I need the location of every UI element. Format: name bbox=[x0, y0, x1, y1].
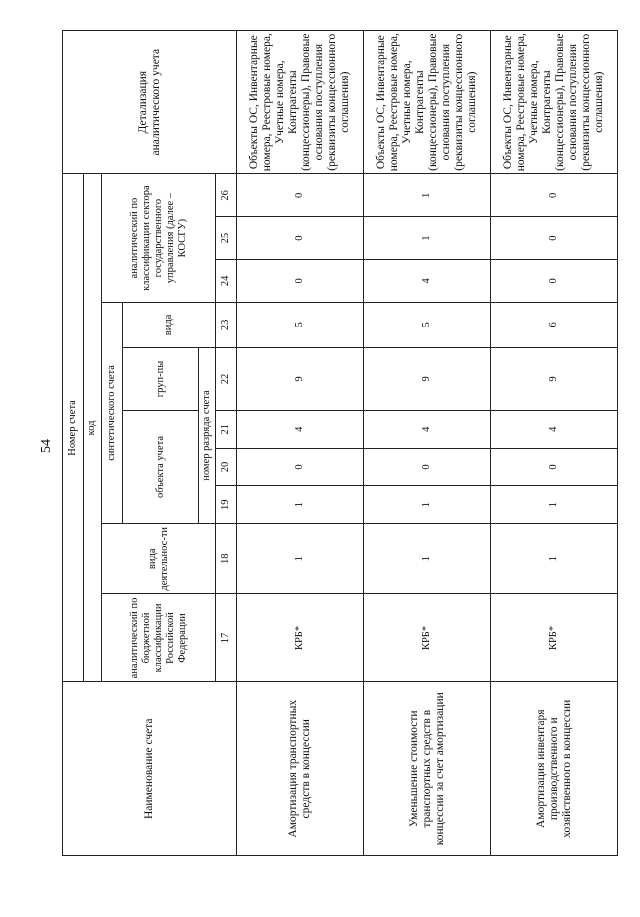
cell-17: КРБ* bbox=[364, 594, 491, 682]
cell-26: 0 bbox=[491, 174, 618, 217]
header-synthetic: синтетического счета bbox=[102, 302, 123, 523]
cell-24: 0 bbox=[237, 260, 364, 303]
col-number-18: 18 bbox=[216, 524, 237, 594]
cell-19: 1 bbox=[237, 486, 364, 524]
header-analytic-budget: аналитический по бюджетной классификации Российской Федерации bbox=[102, 594, 216, 682]
cell-21: 4 bbox=[237, 410, 364, 448]
cell-22: 9 bbox=[237, 348, 364, 411]
header-activity-type: вида деятельнос-ти bbox=[102, 524, 216, 594]
page-number: 54 bbox=[39, 439, 54, 453]
header-name: Наименование счета bbox=[63, 682, 237, 856]
cell-25: 0 bbox=[237, 217, 364, 260]
cell-22: 9 bbox=[491, 348, 618, 411]
cell-22: 9 bbox=[364, 348, 491, 411]
cell-17: КРБ* bbox=[491, 594, 618, 682]
row-detail: Объекты ОС, Инвентарные номера, Реестровые номера, Учетные номера, Контрагенты (концессионеры), Правовые основания поступления (реквизиты концессионного соглашения) bbox=[237, 31, 364, 174]
table-row bbox=[237, 31, 364, 856]
header-account-object: объекта учета bbox=[122, 410, 198, 523]
header-kind: вида bbox=[122, 302, 215, 347]
cell-25: 1 bbox=[364, 217, 491, 260]
cell-18: 1 bbox=[237, 524, 364, 594]
cell-19: 1 bbox=[491, 486, 618, 524]
table-row bbox=[491, 31, 618, 856]
cell-18: 1 bbox=[491, 524, 618, 594]
col-number-24: 24 bbox=[216, 260, 237, 303]
header-analytic-kosgu: аналитический по классификации сектора государственного управления (далее – КОСГУ) bbox=[102, 174, 216, 302]
cell-23: 5 bbox=[364, 302, 491, 347]
cell-23: 5 bbox=[237, 302, 364, 347]
accounts-table bbox=[62, 30, 618, 856]
cell-24: 0 bbox=[491, 260, 618, 303]
col-number-20: 20 bbox=[216, 448, 237, 486]
header-code: код bbox=[83, 174, 101, 682]
col-number-17: 17 bbox=[216, 594, 237, 682]
header-account-number: Номер счета bbox=[63, 174, 84, 682]
row-detail: Объекты ОС, Инвентарные номера, Реестровые номера, Учетные номера, Контрагенты (концессионеры), Правовые основания поступления (реквизиты концессионного соглашения) bbox=[364, 31, 491, 174]
col-number-23: 23 bbox=[216, 302, 237, 347]
table-row bbox=[364, 31, 491, 856]
cell-20: 0 bbox=[237, 448, 364, 486]
cell-19: 1 bbox=[364, 486, 491, 524]
cell-26: 1 bbox=[364, 174, 491, 217]
col-number-25: 25 bbox=[216, 217, 237, 260]
cell-20: 0 bbox=[491, 448, 618, 486]
cell-17: КРБ* bbox=[237, 594, 364, 682]
col-number-26: 26 bbox=[216, 174, 237, 217]
table-inner bbox=[62, 30, 618, 856]
cell-21: 4 bbox=[491, 410, 618, 448]
row-name: Амортизация инвентаря производственного и хозяйственного в концессии bbox=[491, 682, 618, 856]
col-number-19: 19 bbox=[216, 486, 237, 524]
header-digit-number: номер разряда счета bbox=[199, 348, 216, 524]
row-name: Амортизация транспортных средств в концессии bbox=[237, 682, 364, 856]
cell-18: 1 bbox=[364, 524, 491, 594]
row-name: Уменьшение стоимости транспортных средств в концессии за счет амортизации bbox=[364, 682, 491, 856]
col-number-21: 21 bbox=[216, 410, 237, 448]
header-detail: Детализация аналитического учета bbox=[63, 31, 237, 174]
col-number-22: 22 bbox=[216, 348, 237, 411]
row-detail: Объекты ОС, Инвентарные номера, Реестровые номера, Учетные номера, Контрагенты (концессионеры), Правовые основания поступления (реквизиты концессионного соглашения) bbox=[491, 31, 618, 174]
cell-21: 4 bbox=[364, 410, 491, 448]
cell-25: 0 bbox=[491, 217, 618, 260]
rotated-table-container bbox=[62, 30, 618, 856]
cell-24: 4 bbox=[364, 260, 491, 303]
cell-23: 6 bbox=[491, 302, 618, 347]
header-groups: груп-пы bbox=[122, 348, 198, 411]
cell-20: 0 bbox=[364, 448, 491, 486]
cell-26: 0 bbox=[237, 174, 364, 217]
